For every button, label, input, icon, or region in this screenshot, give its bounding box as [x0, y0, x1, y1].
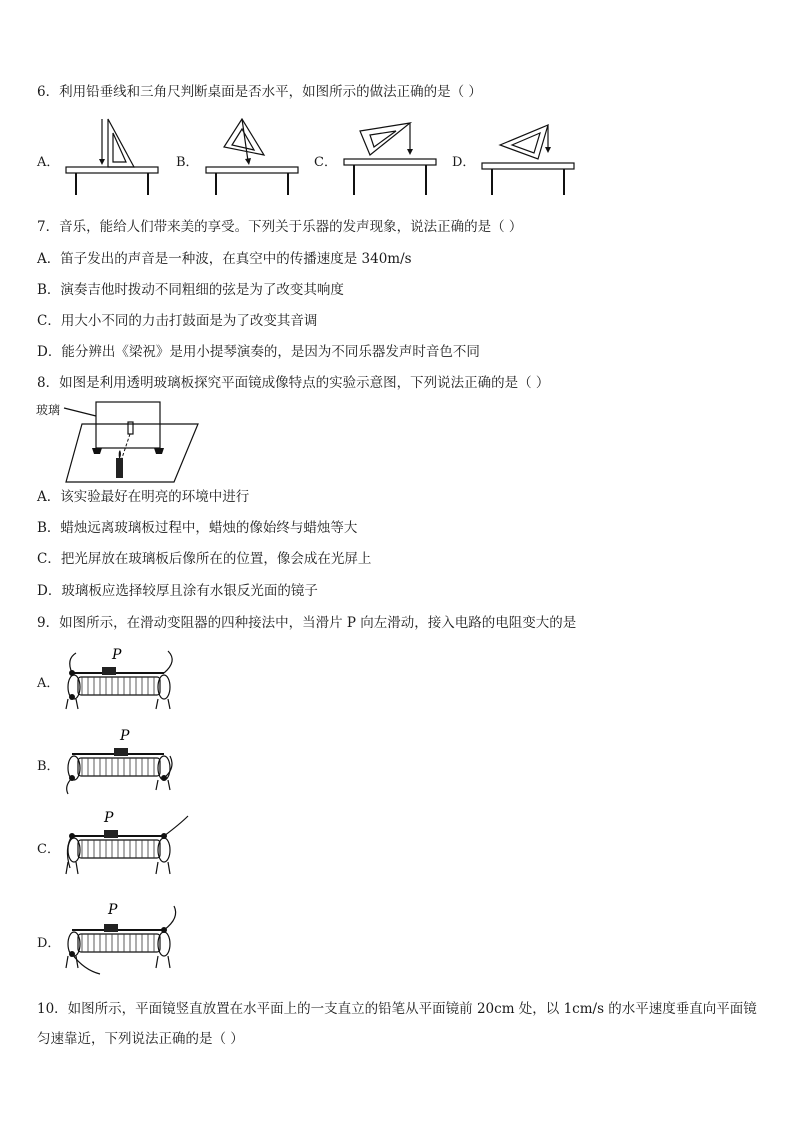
terminal	[69, 694, 75, 700]
wire	[164, 816, 188, 836]
q6-stem: 6．利用铅垂线和三角尺判断桌面是否水平，如图所示的做法正确的是（ ）	[37, 84, 482, 100]
slider	[104, 924, 118, 932]
wire	[70, 653, 76, 673]
candle	[116, 458, 123, 478]
glass-stand	[92, 448, 102, 454]
plumb-bob	[99, 159, 105, 165]
q9-figure-b	[64, 726, 184, 798]
q8-option-c: C．把光屏放在玻璃板后像所在的位置，像会成在光屏上	[37, 551, 372, 567]
q9-label-a: A．	[37, 676, 60, 691]
q7-option-b: B．演奏吉他时拨动不同粗细的弦是为了改变其响度	[37, 282, 344, 298]
q6-label-a: A．	[37, 155, 60, 170]
coil-turns	[82, 758, 154, 776]
wire	[164, 651, 172, 673]
table-top	[482, 163, 574, 169]
coil-turns	[82, 934, 154, 952]
slider-label: P	[120, 728, 130, 744]
q6-figure-c	[340, 115, 440, 197]
q6-figure-a	[62, 115, 162, 197]
q7-option-a: A．笛子发出的声音是一种波，在真空中的传播速度是 340m/s	[37, 251, 412, 267]
set-square	[108, 119, 134, 167]
q10-stem-line2: 匀速靠近，下列说法正确的是（ ）	[37, 1031, 244, 1047]
feet	[156, 780, 170, 790]
q8-figure	[62, 398, 202, 484]
q9-label-c: C．	[37, 842, 60, 857]
feet	[66, 956, 170, 968]
coil-turns	[82, 677, 154, 695]
table-top	[66, 167, 158, 173]
table-top	[206, 167, 298, 173]
label-leader	[64, 408, 96, 416]
slider	[102, 667, 116, 675]
q8-option-b: B．蜡烛远离玻璃板过程中，蜡烛的像始终与蜡烛等大	[37, 520, 358, 536]
slider	[114, 748, 128, 756]
q7-option-d: D．能分辨出《梁祝》是用小提琴演奏的，是因为不同乐器发声时音色不同	[37, 344, 480, 360]
plumb-line	[242, 119, 248, 161]
q8-figure-label: 玻璃	[36, 403, 61, 417]
plumb-bob	[407, 149, 413, 155]
q9-figure-a	[64, 645, 184, 717]
q9-figure-c	[64, 808, 194, 884]
q6-label-d: D．	[452, 155, 476, 170]
slider	[104, 830, 118, 838]
wire	[164, 906, 176, 930]
feet	[66, 699, 170, 709]
slider-label: P	[104, 810, 114, 826]
set-square-inner	[512, 133, 540, 153]
q6-label-c: C．	[314, 155, 337, 170]
glass-stand	[154, 448, 164, 454]
q6-figure-d	[478, 115, 578, 197]
q7-stem: 7．音乐，能给人们带来美的享受。下列关于乐器的发声现象，说法正确的是（ ）	[37, 219, 523, 235]
q10-stem-line1: 10．如图所示，平面镜竖直放置在水平面上的一支直立的铅笔从平面镜前 20cm 处，以 1cm/s 的水平速度垂直向平面镜	[37, 1001, 757, 1017]
q6-label-b: B．	[176, 155, 199, 170]
q6-figure-b	[202, 115, 302, 197]
coil-turns	[82, 840, 154, 858]
plumb-bob	[245, 158, 251, 165]
plumb-bob	[545, 147, 551, 153]
dashed-line	[122, 434, 130, 458]
candle-flame	[119, 450, 121, 458]
feet	[66, 862, 170, 874]
table-top	[344, 159, 436, 165]
q9-stem: 9．如图所示，在滑动变阻器的四种接法中，当滑片 P 向左滑动，接入电路的电阻变大的是	[37, 615, 577, 631]
base-board	[66, 424, 198, 482]
q7-option-c: C．用大小不同的力击打鼓面是为了改变其音调	[37, 313, 318, 329]
q9-label-d: D．	[37, 936, 61, 951]
q8-option-d: D．玻璃板应选择较厚且涂有水银反光面的镜子	[37, 583, 318, 599]
q9-label-b: B．	[37, 759, 60, 774]
slider-label: P	[108, 902, 118, 918]
q8-option-a: A．该实验最好在明亮的环境中进行	[37, 489, 250, 505]
q9-figure-d	[64, 900, 194, 980]
q8-stem: 8．如图是利用透明玻璃板探究平面镜成像特点的实验示意图，下列说法正确的是（ ）	[37, 375, 550, 391]
set-square	[500, 125, 548, 159]
slider-label: P	[112, 647, 122, 663]
